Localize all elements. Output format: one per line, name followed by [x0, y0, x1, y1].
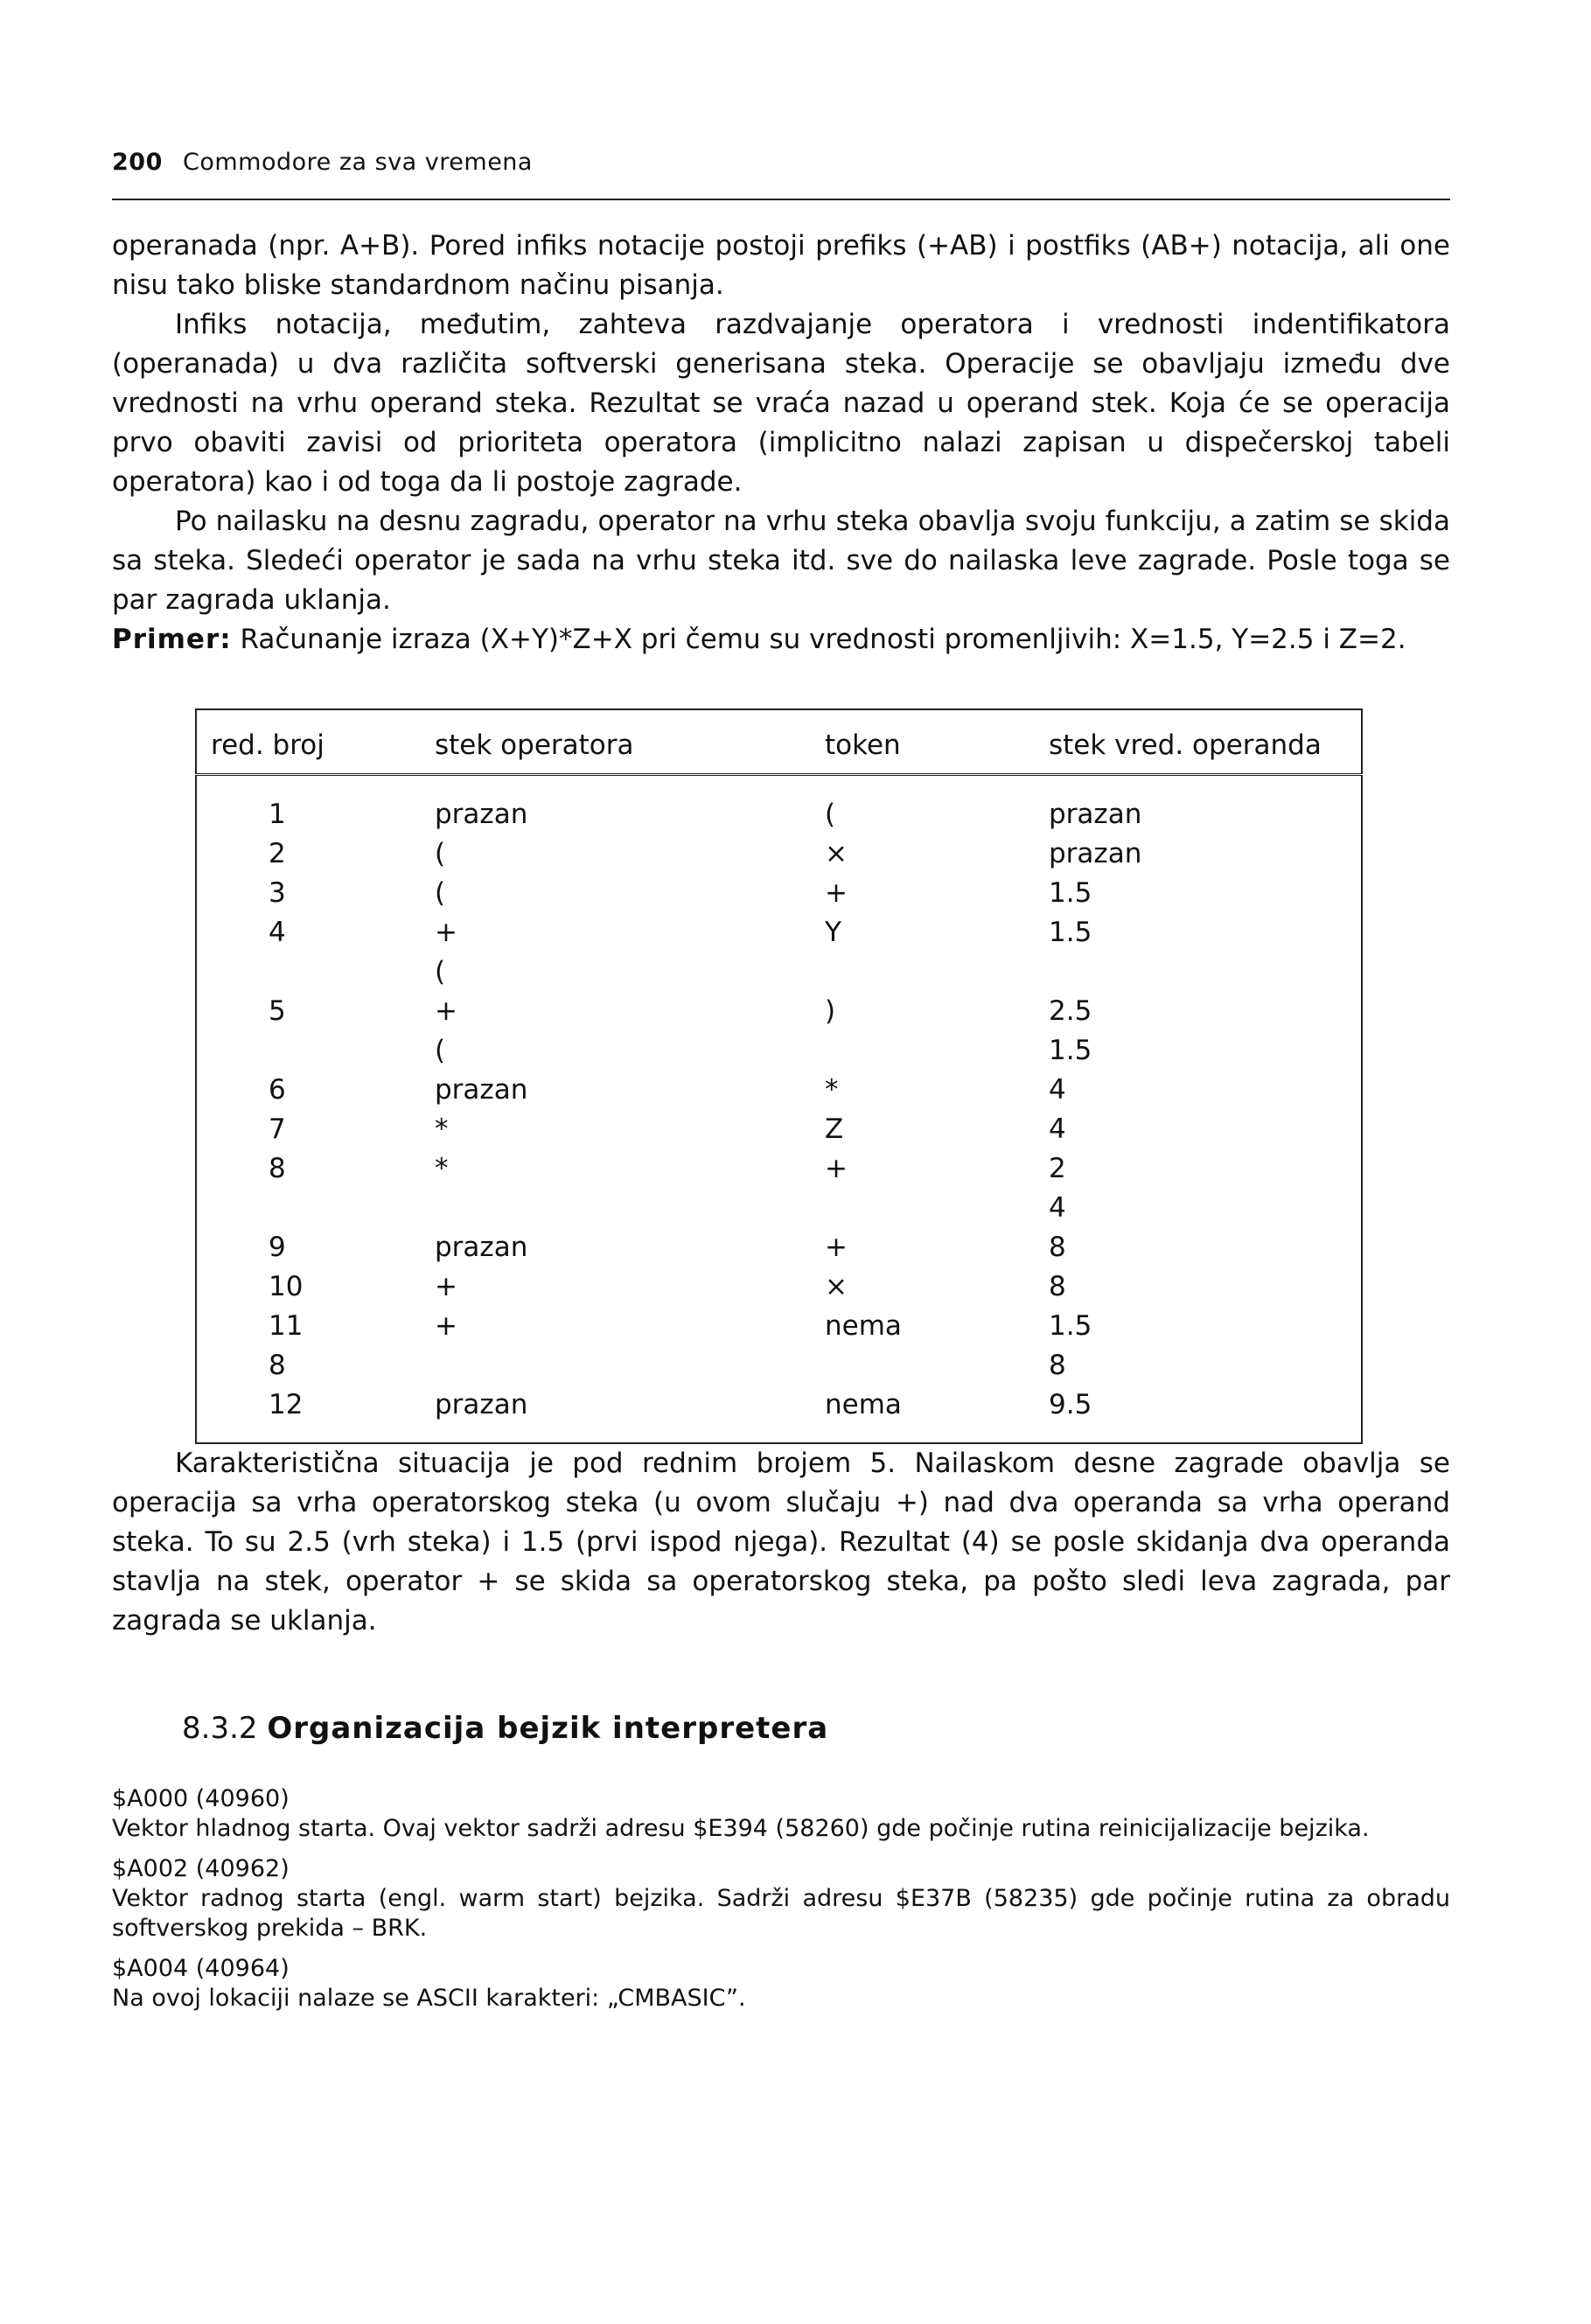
- table-row: [196, 874, 1362, 913]
- cell-operand-stack: 1.5: [1049, 1035, 1092, 1066]
- cell-token: Y: [825, 917, 841, 948]
- table-row: [196, 913, 1362, 953]
- cell-step: 10: [269, 1271, 304, 1302]
- cell-token: nema: [825, 1389, 902, 1420]
- cell-operator-stack: [421, 1189, 811, 1228]
- address-entry: [112, 1784, 1450, 1844]
- cell-operator-stack: prazan: [435, 1389, 528, 1420]
- cell-step: 9: [269, 1232, 286, 1263]
- cell-operand-stack: 4: [1049, 1113, 1066, 1145]
- cell-operator-stack: prazan: [435, 1074, 528, 1106]
- example-label: Primer:: [112, 624, 232, 655]
- table-row: [196, 1031, 1362, 1071]
- cell-operator-stack: *: [435, 1153, 449, 1184]
- cell-operator-stack: +: [435, 917, 457, 948]
- header-rule: [112, 199, 1450, 200]
- address-entry: [112, 1954, 1450, 2013]
- cell-operand-stack: 1.5: [1049, 917, 1092, 948]
- entry-text: Na ovoj lokaciji nalaze se ASCII karakteri: „CMBASIC”.: [112, 1985, 746, 2012]
- table-row: [196, 992, 1362, 1031]
- cell-token: ): [825, 995, 836, 1027]
- entry-address: $A000 (40960): [112, 1785, 290, 1812]
- cell-operator-stack: (: [435, 877, 446, 909]
- cell-operator-stack: +: [435, 1271, 457, 1302]
- cell-operator-stack: prazan: [435, 1232, 528, 1263]
- cell-step: [196, 953, 421, 992]
- cell-token: [811, 953, 1035, 992]
- table-row: [196, 1346, 1362, 1385]
- table-row: [196, 1228, 1362, 1267]
- paragraph-3: Po nailasku na desnu zagradu, operator na vrhu steka obavlja svoju funkciju, a zatim se skida sa steka. Sledeći operator je sada na vrhu steka itd. sve do nailaska leve zagrade. Posle toga se par zagrada uklanja.: [112, 506, 1450, 616]
- table-row: [196, 1110, 1362, 1149]
- cell-token: nema: [825, 1310, 902, 1342]
- cell-token: *: [825, 1074, 839, 1106]
- after-table-paragraph: Karakteristična situacija je pod rednim brojem 5. Nailaskom desne zagrade obavlja se operacija sa vrha operatorskog steka (u ovom slučaju +) nad dva operanda sa vrha operand steka. To su 2.5 (vrh steka) i 1.5 (prvi ispod njega). Rezultat (4) se posle skidanja dva operanda stavlja na stek, operator + se skida sa operatorskog steka, pa pošto sledi leva zagrada, par zagrada se uklanja.: [112, 1448, 1450, 1637]
- cell-operator-stack: +: [435, 995, 457, 1027]
- cell-operand-stack: prazan: [1049, 838, 1142, 869]
- cell-token: Z: [825, 1113, 844, 1145]
- table-header-row: [196, 709, 1362, 775]
- cell-token: [811, 1346, 1035, 1385]
- table-row: [196, 953, 1362, 992]
- entry-text: Vektor hladnog starta. Ovaj vektor sadrži adresu $E394 (58260) gde počinje rutina reinicijalizacije bejzika.: [112, 1815, 1370, 1842]
- cell-operand-stack: 4: [1049, 1074, 1066, 1106]
- cell-token: (: [825, 799, 836, 830]
- cell-step: 5: [269, 995, 286, 1027]
- cell-step: 2: [269, 838, 286, 869]
- cell-step: 4: [269, 917, 286, 948]
- address-entry: [112, 1854, 1450, 1944]
- cell-operand-stack: 8: [1049, 1350, 1066, 1381]
- cell-step: 12: [269, 1389, 304, 1420]
- cell-operator-stack: prazan: [435, 799, 528, 830]
- cell-operand-stack: 2: [1049, 1153, 1066, 1184]
- cell-step: 7: [269, 1113, 286, 1145]
- cell-step: 8: [269, 1350, 286, 1381]
- cell-step: 1: [269, 799, 286, 830]
- address-entries: [112, 1784, 1450, 2013]
- cell-step: 11: [269, 1310, 304, 1342]
- cell-step: 8: [269, 1153, 286, 1184]
- table-row: [196, 1149, 1362, 1189]
- cell-operand-stack: 2.5: [1049, 995, 1092, 1027]
- page-number: 200: [112, 149, 163, 176]
- section-heading: [182, 1711, 1450, 1746]
- cell-operator-stack: +: [435, 1310, 457, 1342]
- cell-step: [196, 1189, 421, 1228]
- table-row: [196, 1189, 1362, 1228]
- col-header-token: token: [811, 709, 1035, 775]
- col-header-operand-stack: stek vred. operanda: [1035, 709, 1362, 775]
- table-row: [196, 775, 1362, 835]
- cell-token: +: [825, 1153, 848, 1184]
- col-header-step: red. broj: [196, 709, 421, 775]
- cell-operand-stack: 9.5: [1049, 1389, 1092, 1420]
- table-row: [196, 1385, 1362, 1443]
- cell-step: [196, 1031, 421, 1071]
- entry-text: Vektor radnog starta (engl. warm start) bejzika. Sadrži adresu $E37B (58235) gde počinje rutina za obradu softverskog prekida – BRK.: [112, 1885, 1450, 1942]
- cell-operator-stack: (: [435, 956, 446, 988]
- cell-token: +: [825, 1232, 848, 1263]
- section-number: 8.3.2: [182, 1711, 258, 1746]
- entry-address: $A002 (40962): [112, 1855, 290, 1882]
- cell-step: 6: [269, 1074, 286, 1106]
- table-row: [196, 1071, 1362, 1110]
- book-title: Commodore za sva vremena: [182, 149, 533, 176]
- cell-operator-stack: [421, 1346, 811, 1385]
- example-text: Računanje izraza (X+Y)*Z+X pri čemu su vrednosti promenljivih: X=1.5, Y=2.5 i Z=2.: [240, 624, 1406, 655]
- cell-operand-stack: prazan: [1049, 799, 1142, 830]
- cell-token: ×: [825, 838, 848, 869]
- paragraph-1: operanada (npr. A+B). Pored infiks notacije postoji prefiks (+AB) i postfiks (AB+) notacija, ali one nisu tako bliske standardnom načinu pisanja.: [112, 230, 1450, 301]
- cell-operand-stack: 1.5: [1049, 877, 1092, 909]
- entry-address: $A004 (40964): [112, 1955, 290, 1982]
- paragraph-2: Infiks notacija, međutim, zahteva razdvajanje operatora i vrednosti indentifikatora (operanada) u dva različita softverski generisana steka. Operacije se obavljaju između dve vrednosti na vrhu operand steka. Rezultat se vraća nazad u operand stek. Koja će se operacija prvo obaviti zavisi od prioriteta operatora (implicitno nalazi zapisan u dispečerskoj tabeli operatora) kao i od toga da li postoje zagrade.: [112, 309, 1450, 498]
- cell-operand-stack: 4: [1049, 1192, 1066, 1224]
- cell-token: [811, 1189, 1035, 1228]
- page-content: [112, 149, 1450, 2024]
- evaluation-table: [195, 708, 1363, 1444]
- cell-operand-stack: 1.5: [1049, 1310, 1092, 1342]
- cell-token: +: [825, 877, 848, 909]
- running-head: [112, 149, 1450, 176]
- cell-operand-stack: 8: [1049, 1271, 1066, 1302]
- cell-step: 3: [269, 877, 286, 909]
- cell-operator-stack: (: [435, 1035, 446, 1066]
- col-header-operator-stack: stek operatora: [421, 709, 811, 775]
- table-row: [196, 834, 1362, 874]
- cell-operand-stack: [1035, 953, 1362, 992]
- table-row: [196, 1307, 1362, 1346]
- cell-token: ×: [825, 1271, 848, 1302]
- section-title: Organizacija bejzik interpretera: [267, 1711, 829, 1746]
- cell-token: [811, 1031, 1035, 1071]
- cell-operator-stack: (: [435, 838, 446, 869]
- cell-operand-stack: 8: [1049, 1232, 1066, 1263]
- cell-operator-stack: *: [435, 1113, 449, 1145]
- table-row: [196, 1267, 1362, 1307]
- table-body: [196, 775, 1362, 1444]
- example-paragraph: [112, 620, 1450, 660]
